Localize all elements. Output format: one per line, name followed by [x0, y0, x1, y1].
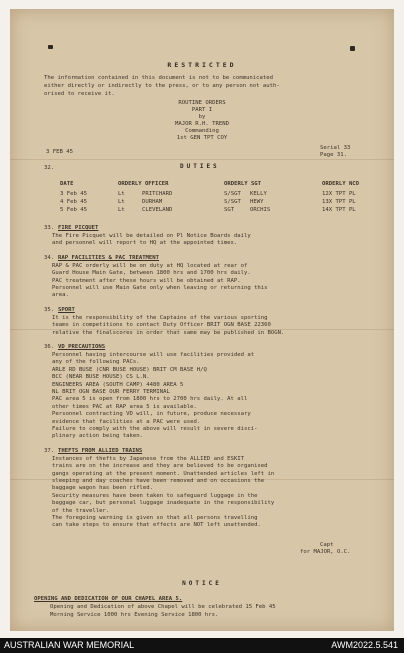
- duties-cell: Lt: [118, 207, 125, 213]
- duties-cell: 12X TPT PL: [322, 191, 356, 197]
- section-line: It is the responsibility of the Captains of the various sporting: [52, 314, 268, 321]
- section-line: NL BRIT OGN BASE OUR FERRY TERMINAL: [52, 389, 170, 395]
- section-line: area.: [52, 292, 69, 299]
- section-line: trains are on the increase and they are believed to be organised: [52, 463, 268, 470]
- col-orderly-officer: ORDERLY OFFICER: [118, 181, 169, 187]
- duties-number: 32.: [44, 165, 55, 171]
- section-line: Personnel will use Main Gate only when leaving or returning this: [52, 285, 268, 291]
- section-line: PAC treatment after these hours will be obtained at RAP.: [52, 277, 241, 284]
- section-line: of the traveller.: [52, 507, 110, 514]
- section-line: Guard House Main Gate, between 1800 hrs and 1700 hrs daily.: [52, 270, 251, 277]
- section-line: Security measures have been taken to safeguard luggage in the: [52, 492, 258, 499]
- document-date: 3 FEB 45: [46, 149, 73, 155]
- duties-cell: 3 Feb 45: [60, 191, 87, 197]
- section-line: Personnel contracting VD will, in future, produce necessary: [52, 411, 251, 418]
- duties-cell: Lt: [118, 191, 125, 197]
- section-number: 35.: [44, 306, 55, 313]
- orders-heading-line: ROUTINE ORDERS: [178, 100, 226, 106]
- section-line: baggage wagon has been rifled.: [52, 485, 154, 492]
- section-line: PAC area 5 is open from 1800 hrs to 2700 hrs daily. At all: [52, 396, 248, 403]
- section-line: ENGINEERS AREA (SOUTH CAMP) 4480 AREA 5: [52, 381, 184, 388]
- classification-stamp: RESTRICTED: [167, 61, 237, 69]
- duties-cell: 4 Feb 45: [60, 199, 87, 205]
- fold-line: [10, 159, 394, 160]
- orders-heading-line: PART I: [191, 107, 213, 113]
- section-title: THEFTS FROM ALLIED TRAINS: [58, 447, 143, 454]
- section-title: RAP FACILITIES & PAC TREATMENT: [58, 254, 160, 261]
- section-line: The Fire Picquet will be detailed on Pl Notice Boards daily: [52, 233, 251, 239]
- ink-mark: [48, 45, 53, 49]
- section-line: any of the following PACs.: [52, 359, 140, 366]
- section-number: 37.: [44, 447, 55, 454]
- section-line: other times PAC at RAP area 5 is available.: [52, 403, 197, 410]
- duties-cell: HEWY: [250, 199, 264, 205]
- duties-cell: ORCHIS: [250, 207, 271, 213]
- section-line: teams in competitions to contact Duty Officer BRIT OGN BASE 22360: [52, 322, 271, 329]
- section-line: Instances of thefts by Japanese from the ALLIED and ESKIT: [52, 455, 244, 462]
- notice-subtitle: OPENING AND DEDICATION OF OUR CHAPEL AREA 5.: [34, 596, 183, 602]
- duties-cell: 5 Feb 45: [60, 207, 87, 213]
- duties-cell: 13X TPT PL: [322, 199, 356, 205]
- duties-cell: SGT: [224, 207, 235, 213]
- orders-heading-line: Commanding: [185, 128, 219, 134]
- ink-mark: [350, 46, 355, 51]
- signature-line: for MAJOR, O.C.: [300, 549, 351, 555]
- duties-cell: DURHAM: [142, 199, 163, 205]
- section-line: Personnel having intercourse will use facilities provided at: [52, 352, 255, 358]
- section-number: 36.: [44, 344, 55, 350]
- footer-accession-number: AWM2022.5.541: [331, 640, 398, 650]
- duties-cell: KELLY: [250, 191, 267, 197]
- section-title: VD PRECAUTIONS: [58, 344, 106, 350]
- col-orderly-nco: ORDERLY NCO: [322, 181, 360, 187]
- duties-cell: S/SGT: [224, 199, 241, 205]
- page-number: Page 31.: [320, 152, 347, 158]
- duties-cell: S/SGT: [224, 191, 241, 197]
- duties-title: DUTIES: [180, 163, 220, 170]
- section-title: FIRE PICQUET: [58, 225, 99, 231]
- serial-number: Serial 33: [320, 145, 351, 151]
- duties-cell: 14X TPT PL: [322, 207, 356, 213]
- section-line: gangs operating at the present moment. Unattended articles left in: [52, 470, 275, 477]
- duties-cell: PRITCHARD: [142, 191, 173, 197]
- section-line: and personnel will report to HQ at the appointed times.: [52, 240, 238, 247]
- section-line: sleeping and day coaches have been removed and on occasions the: [52, 478, 265, 484]
- footer-institution: AUSTRALIAN WAR MEMORIAL: [4, 640, 135, 650]
- signature-rank: Capt: [320, 542, 334, 548]
- col-orderly-sgt: ORDERLY SGT: [224, 181, 262, 187]
- section-line: baggage car, but personal luggage inadequate in the responsibility: [52, 500, 275, 507]
- duties-table: [60, 181, 380, 221]
- section-number: 33.: [44, 225, 55, 231]
- section-line: evidence that facilities at a PAC were used.: [52, 418, 201, 425]
- orders-heading-line: MAJOR R.H. TREND: [175, 121, 229, 127]
- duties-cell: CLEVELAND: [142, 207, 173, 213]
- archive-footer: [0, 638, 404, 653]
- section-line: can take steps to ensure that effects are NOT left unattended.: [52, 522, 261, 529]
- notice-line: either directly or indirectly to the press, or to any person not auth-: [44, 83, 280, 89]
- section-line: ARLE RD BUSE (CNR BUSE HOUSE) BRIT CM BASE H/Q: [52, 366, 207, 373]
- notice-line: Opening and Dedication of above Chapel will be celebrated 15 Feb 45: [50, 604, 276, 610]
- section-number: 34.: [44, 254, 55, 261]
- notice-line: Morning Service 1000 hrs Evening Service 1800 hrs.: [50, 612, 219, 618]
- section-title: SPORT: [58, 306, 75, 313]
- section-line: plinary action being taken.: [52, 433, 143, 440]
- notice-title: NOTICE: [182, 580, 222, 587]
- orders-heading-line: by: [198, 114, 206, 120]
- section-line: Failure to comply with the above will result in severe disci-: [52, 426, 258, 432]
- section-line: RAP & PAC orderly will be on duty at HQ located at rear of: [52, 262, 248, 269]
- notice-line: orised to receive it.: [44, 91, 115, 97]
- orders-heading-line: 1st GEN TPT COY: [176, 135, 228, 141]
- section-line: BCC (NEAR BUSE HOUSE) CS L.N.: [52, 374, 150, 381]
- document-page: [10, 9, 394, 631]
- section-line: The foregoing warning is given so that all persons travelling: [52, 515, 258, 521]
- notice-line: The information contained in this document is not to be communicated: [44, 75, 274, 81]
- col-date: DATE: [60, 181, 74, 187]
- duties-cell: Lt: [118, 199, 125, 205]
- section-line: relative the finalscores in order that same may be published in BOGN.: [52, 329, 285, 336]
